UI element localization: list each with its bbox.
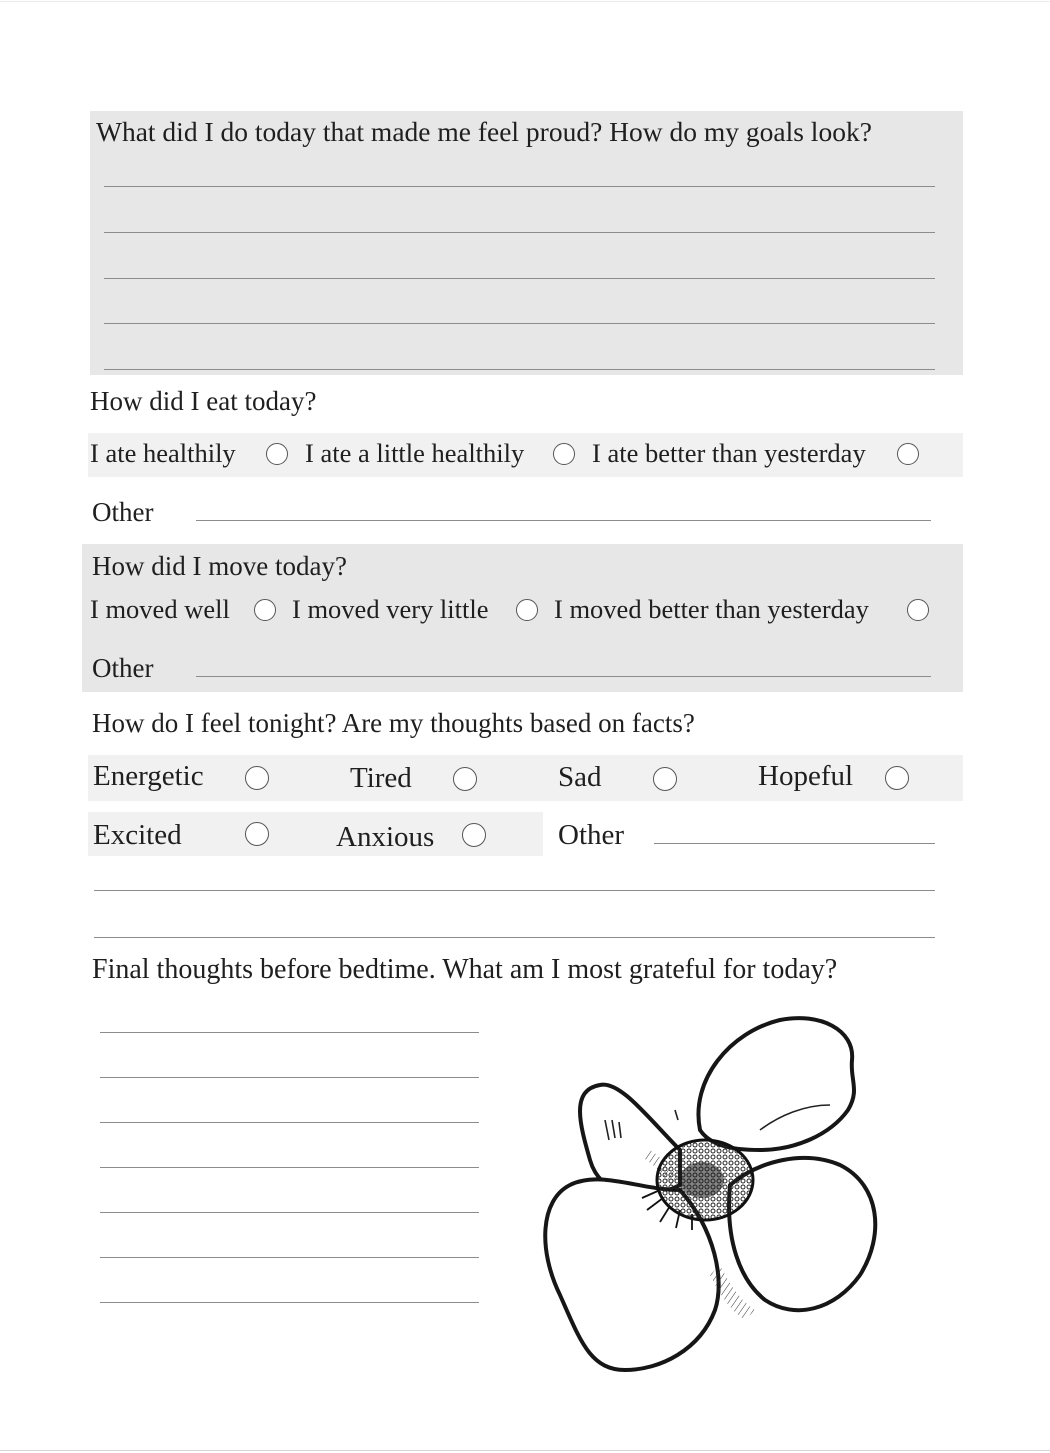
final-writing-line[interactable] xyxy=(100,1032,479,1033)
feel-sad-radio[interactable] xyxy=(653,767,677,791)
proud-writing-line[interactable] xyxy=(104,369,935,370)
page-top-edge xyxy=(0,1,1050,2)
final-question: Final thoughts before bedtime. What am I most grateful for today? xyxy=(92,954,838,985)
page-bottom-edge xyxy=(0,1450,1050,1451)
feel-writing-line[interactable] xyxy=(94,937,935,938)
move-option-label: I moved very little xyxy=(292,594,489,624)
feel-energetic-radio[interactable] xyxy=(245,766,269,790)
proud-writing-line[interactable] xyxy=(104,323,935,324)
eat-healthily-radio[interactable] xyxy=(266,443,288,465)
proud-writing-line[interactable] xyxy=(104,278,935,279)
eat-other-input-line[interactable] xyxy=(196,520,931,521)
final-writing-line[interactable] xyxy=(100,1302,479,1303)
feel-option-label: Excited xyxy=(93,819,182,851)
move-option-label: I moved better than yesterday xyxy=(554,594,869,624)
proud-writing-line[interactable] xyxy=(104,232,935,233)
move-other-input-line[interactable] xyxy=(196,676,931,677)
feel-other-label: Other xyxy=(558,819,625,851)
moved-well-radio[interactable] xyxy=(254,599,276,621)
flower-illustration-icon xyxy=(530,1010,890,1380)
moved-better-radio[interactable] xyxy=(907,599,929,621)
feel-tired-radio[interactable] xyxy=(453,767,477,791)
feel-excited-radio[interactable] xyxy=(245,822,269,846)
final-writing-line[interactable] xyxy=(100,1257,479,1258)
feel-other-input-line[interactable] xyxy=(654,843,935,844)
proud-section xyxy=(90,111,963,375)
final-writing-line[interactable] xyxy=(100,1122,479,1123)
final-writing-line[interactable] xyxy=(100,1212,479,1213)
eat-better-radio[interactable] xyxy=(897,443,919,465)
feel-option-label: Tired xyxy=(350,762,412,794)
feel-question: How do I feel tonight? Are my thoughts based on facts? xyxy=(92,708,695,738)
feel-option-label: Hopeful xyxy=(758,760,854,792)
feel-hopeful-radio[interactable] xyxy=(885,766,909,790)
feel-option-label: Anxious xyxy=(336,821,435,853)
move-other-label: Other xyxy=(92,653,154,683)
proud-question: What did I do today that made me feel proud? How do my goals look? xyxy=(96,116,872,147)
proud-writing-line[interactable] xyxy=(104,186,935,187)
feel-anxious-radio[interactable] xyxy=(462,823,486,847)
eat-option-label: I ate healthily xyxy=(90,438,236,468)
eat-little-healthily-radio[interactable] xyxy=(553,443,575,465)
feel-option-label: Sad xyxy=(558,761,602,793)
eat-option-label: I ate better than yesterday xyxy=(592,438,866,468)
eat-option-label: I ate a little healthily xyxy=(305,438,525,468)
feel-option-label: Energetic xyxy=(93,760,204,792)
final-writing-line[interactable] xyxy=(100,1077,479,1078)
eat-other-label: Other xyxy=(92,497,154,527)
move-question: How did I move today? xyxy=(92,551,347,581)
move-option-label: I moved well xyxy=(90,594,230,624)
moved-very-little-radio[interactable] xyxy=(516,599,538,621)
final-writing-line[interactable] xyxy=(100,1167,479,1168)
feel-writing-line[interactable] xyxy=(94,890,935,891)
eat-question: How did I eat today? xyxy=(90,386,317,416)
